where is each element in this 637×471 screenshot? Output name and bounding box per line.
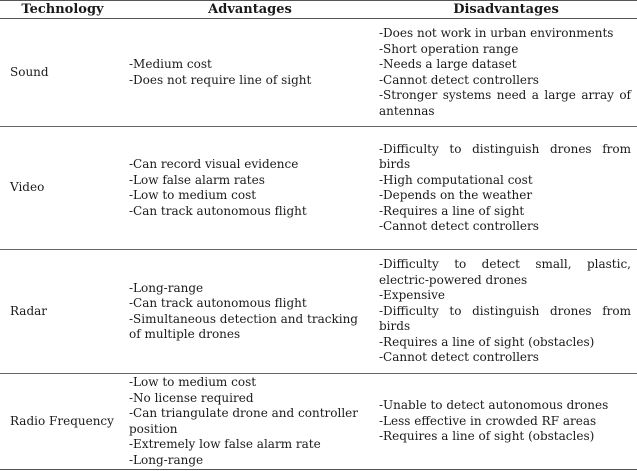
advantage-item: -Extremely low false alarm rate — [129, 437, 321, 451]
advantages-cell — [125, 127, 375, 250]
disadvantage-item: -High computational cost — [379, 172, 533, 187]
disadvantage-item: -Difficulty to distinguish drones from birds — [379, 141, 631, 171]
technology-cell: Sound — [0, 19, 125, 127]
disadvantage-item: -Unable to detect autonomous drones — [379, 398, 609, 413]
advantage-item: -Low false alarm rates — [129, 172, 265, 187]
table-row — [0, 374, 637, 470]
advantage-item: -Does not require line of sight — [129, 72, 312, 87]
disadvantages-cell — [375, 19, 637, 127]
advantage-item: -Long-range — [129, 452, 204, 467]
disadvantage-item: -Cannot detect controllers — [379, 350, 539, 365]
advantage-item: -Long-range — [129, 280, 204, 295]
disadvantages-cell — [375, 374, 637, 470]
header-disadvantages: Disadvantages — [375, 1, 637, 19]
advantage-item: -Can track autonomous flight — [129, 296, 307, 310]
disadvantage-item: -Less effective in crowded RF areas — [379, 413, 597, 428]
technology-cell: Radar — [0, 250, 125, 374]
disadvantages-cell — [375, 250, 637, 374]
advantage-item: -Can track autonomous flight — [129, 203, 307, 218]
disadvantage-item: -Depends on the weather — [379, 188, 533, 202]
disadvantage-item: -Requires a line of sight — [379, 203, 525, 218]
advantage-item: -Low to medium cost — [129, 188, 257, 202]
advantage-item: -No license required — [129, 390, 254, 405]
disadvantage-item: -Expensive — [379, 288, 445, 303]
disadvantage-item: -Cannot detect controllers — [379, 72, 539, 87]
technology-cell: Video — [0, 127, 125, 250]
disadvantage-item: -Requires a line of sight (obstacles) — [379, 429, 595, 444]
header-technology: Technology — [0, 1, 125, 19]
disadvantage-item: -Difficulty to distinguish drones from birds — [379, 303, 631, 334]
advantages-cell — [125, 250, 375, 374]
advantage-item: -Can triangulate drone and controller position — [129, 406, 358, 436]
table-row — [0, 250, 637, 374]
table-row — [0, 127, 637, 250]
technology-cell: Radio Frequency — [0, 374, 125, 470]
table-row — [0, 19, 637, 127]
advantage-item: -Can record visual evidence — [129, 157, 299, 171]
disadvantage-item: -Does not work in urban environments — [379, 26, 614, 40]
advantages-cell — [125, 374, 375, 470]
advantage-item: -Simultaneous detection and tracking of multiple drones — [129, 311, 358, 341]
disadvantage-item: -Cannot detect controllers — [379, 219, 539, 233]
disadvantage-item: -Stronger systems need a large array of antennas — [379, 88, 631, 118]
disadvantage-item: -Requires a line of sight (obstacles) — [379, 334, 595, 349]
advantages-cell — [125, 19, 375, 127]
disadvantage-item: -Difficulty to detect small, plastic, electric-powered drones — [379, 257, 631, 287]
advantage-item: -Medium cost — [129, 57, 212, 71]
header-advantages: Advantages — [125, 1, 375, 19]
disadvantage-item: -Needs a large dataset — [379, 57, 517, 71]
header-row — [0, 1, 637, 19]
disadvantages-cell — [375, 127, 637, 250]
advantage-item: -Low to medium cost — [129, 375, 257, 389]
disadvantage-item: -Short operation range — [379, 41, 519, 56]
